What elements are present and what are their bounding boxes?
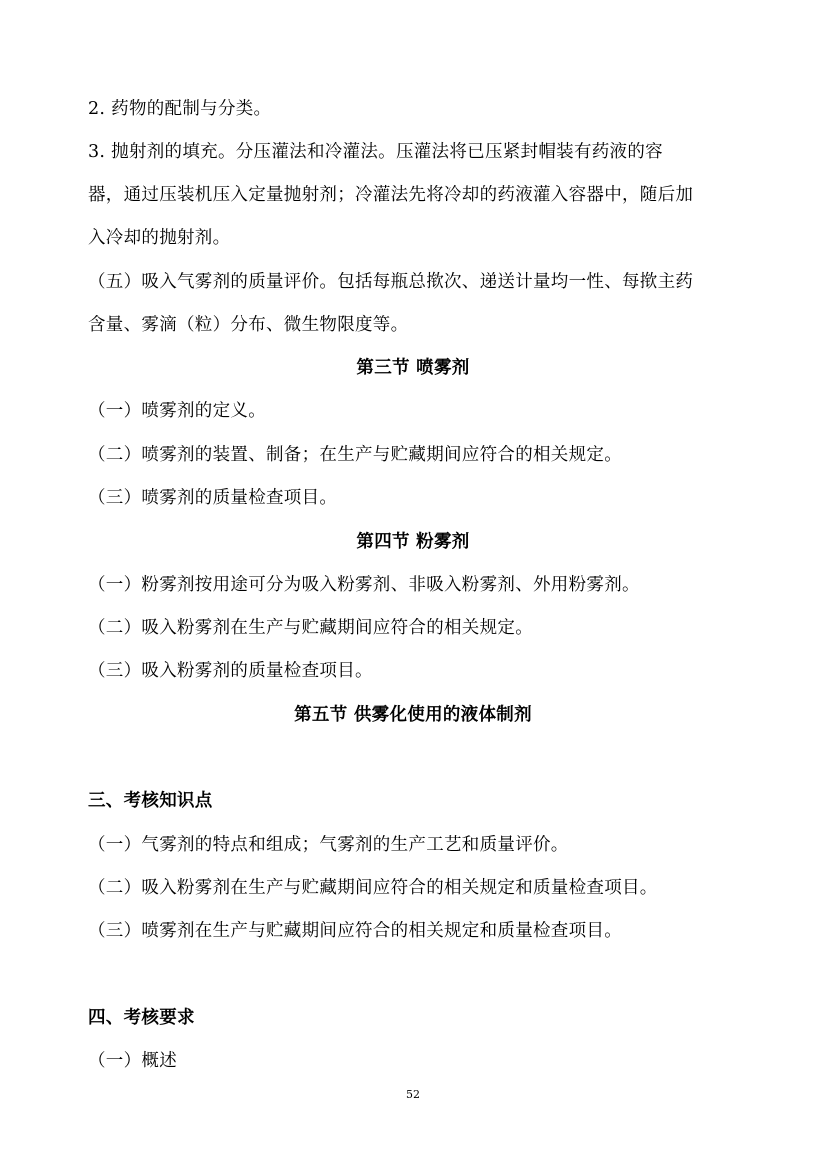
section-4-item-3: （三）吸入粉雾剂的质量检查项目。	[88, 661, 373, 681]
section-5-title: 第五节 供雾化使用的液体制剂	[294, 705, 532, 725]
part-3-title: 三、考核知识点	[88, 791, 213, 811]
section-3-item-1: （一）喷雾剂的定义。	[88, 401, 266, 421]
section-3-item-3: （三）喷雾剂的质量检查项目。	[88, 488, 338, 508]
paragraph-item-3-line-2: 器，通过压装机压入定量抛射剂；冷灌法先将冷却的药液灌入容器中，随后加	[88, 185, 694, 205]
paragraph-item-3-line-3: 入冷却的抛射剂。	[88, 228, 231, 248]
part-4-item-1: （一）概述	[88, 1051, 177, 1071]
section-4-item-1: （一）粉雾剂按用途可分为吸入粉雾剂、非吸入粉雾剂、外用粉雾剂。	[88, 575, 640, 595]
section-3-title: 第三节 喷雾剂	[356, 358, 470, 378]
section-4-item-2: （二）吸入粉雾剂在生产与贮藏期间应符合的相关规定。	[88, 618, 533, 638]
paragraph-item-3-line-1: 3. 抛射剂的填充。分压灌法和冷灌法。压灌法将已压紧封帽装有药液的容	[88, 142, 663, 162]
section-3-item-2: （二）喷雾剂的装置、制备；在生产与贮藏期间应符合的相关规定。	[88, 445, 622, 465]
paragraph-item-5-line-1: （五）吸入气雾剂的质量评价。包括每瓶总揿次、递送计量均一性、每揿主药	[88, 272, 694, 292]
part-3-item-3: （三）喷雾剂在生产与贮藏期间应符合的相关规定和质量检查项目。	[88, 921, 622, 941]
paragraph-item-5-line-2: 含量、雾滴（粒）分布、微生物限度等。	[88, 315, 409, 335]
part-4-title: 四、考核要求	[88, 1008, 195, 1028]
part-3-item-2: （二）吸入粉雾剂在生产与贮藏期间应符合的相关规定和质量检查项目。	[88, 878, 658, 898]
paragraph-item-2: 2. 药物的配制与分类。	[88, 99, 272, 119]
section-4-title: 第四节 粉雾剂	[356, 532, 470, 552]
part-3-item-1: （一）气雾剂的特点和组成；气雾剂的生产工艺和质量评价。	[88, 835, 569, 855]
page-number: 52	[406, 1088, 420, 1101]
